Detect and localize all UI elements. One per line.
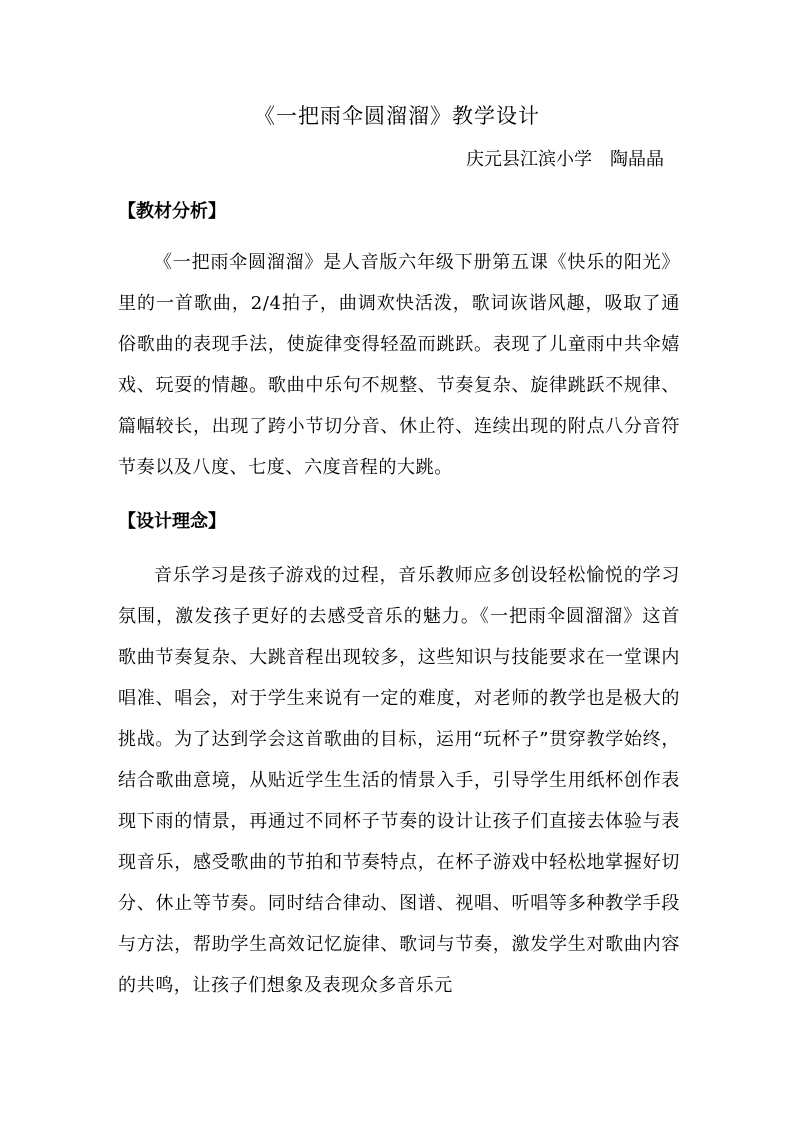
section-heading-textbook-analysis: 【教材分析】 (118, 201, 226, 222)
paragraph-design-concept: 音乐学习是孩子游戏的过程，音乐教师应多创设轻松愉悦的学习氛围，激发孩子更好的去感受音乐的魅力。《一把雨伞圆溜溜》这首歌曲节奏复杂、大跳音程出现较多，这些知识与技能要求在一堂课内唱准、唱会，对于学生来说有一定的难度，对老师的教学也是极大的挑战。为了达到学会这首歌曲的目标，运用“玩杯子”贯穿教学始终，结合歌曲意境，从贴近学生生活的情景入手，引导学生用纸杯创作表现下雨的情景，再通过不同杯子节奏的设计让孩子们直接去体验与表现音乐，感受歌曲的节拍和节奏特点，在杯子游戏中轻松地掌握好切分、休止等节奏。同时结合律动、图谱、视唱、听唱等多种教学手段与方法，帮助学生高效记忆旋律、歌词与节奏，激发学生对歌曲内容的共鸣，让孩子们想象及表现众多音乐元 (118, 565, 680, 996)
document-title: 《一把雨伞圆溜溜》教学设计 (254, 104, 540, 128)
paragraph-textbook-analysis: 《一把雨伞圆溜溜》是人音版六年级下册第五课《快乐的阳光》里的一首歌曲，2/4拍子，曲调欢快活泼，歌词诙谐风趣，吸取了通俗歌曲的表现手法，使旋律变得轻盈而跳跃。表现了儿童雨中共伞嬉戏、玩耍的情趣。歌曲中乐句不规整、节奏复杂、旋律跳跃不规律、篇幅较长，出现了跨小节切分音、休止符、连续出现的附点八分音符节奏以及八度、七度、六度音程的大跳。 (118, 252, 680, 478)
section-heading-design-concept: 【设计理念】 (118, 511, 226, 532)
author-byline: 庆元县江滨小学 陶晶晶 (466, 149, 664, 170)
